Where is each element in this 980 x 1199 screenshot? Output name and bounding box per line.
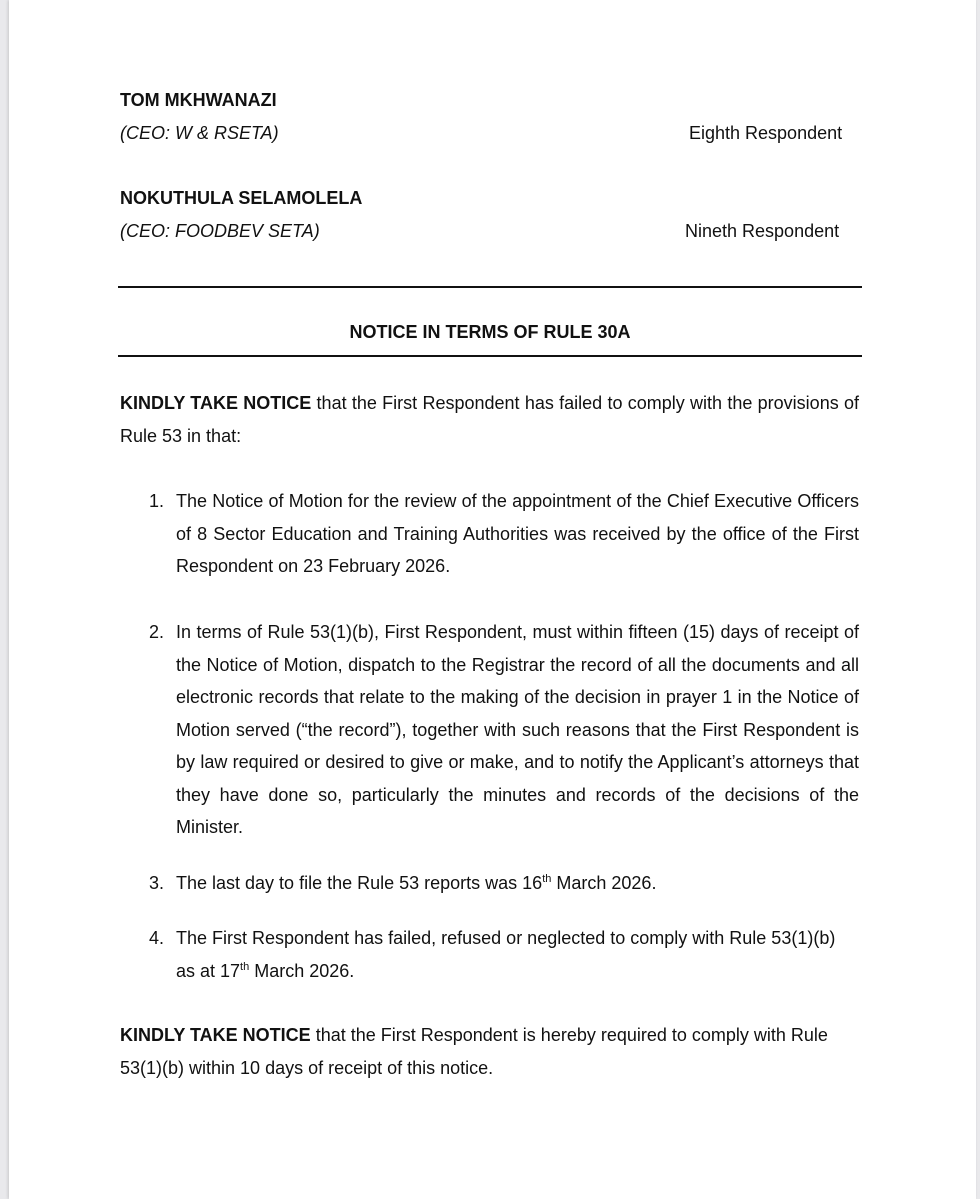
respondent-title: (CEO: W & RSETA)	[120, 123, 279, 143]
respondent-role: Nineth Respondent	[685, 221, 840, 241]
intro-text: that the First Respondent has failed to comply with the provisions of Rule 53 in that:	[120, 393, 860, 446]
item-number: 2.	[149, 622, 165, 642]
ordinal-suffix: th	[542, 873, 552, 885]
item-text: The First Respondent has failed, refused or neglected to comply with Rule 53(1)(b) as at 17	[176, 928, 836, 981]
list-item	[176, 922, 859, 987]
notice-heading: NOTICE IN TERMS OF RULE 30A	[349, 322, 631, 342]
top-divider	[118, 286, 862, 288]
list-item	[176, 867, 859, 900]
list-item: The Notice of Motion for the review of the appointment of the Chief Executive Officers of 8 Sector Education and Training Authorities was received by the office of the First Respondent on 23 February 2026.	[176, 491, 859, 576]
respondent-name: TOM MKHWANAZI	[120, 90, 277, 110]
item-number: 4.	[149, 928, 165, 948]
respondent-role: Eighth Respondent	[689, 123, 843, 143]
ordinal-suffix: th	[240, 960, 250, 973]
item-number: 1.	[149, 491, 165, 511]
list-item: In terms of Rule 53(1)(b), First Respondent, must within fifteen (15) days of receipt of the Notice of Motion, dispatch to the Registrar the record of all the documents and all electronic records that relate to the making of the decision in prayer 1 in the Notice of Motion served (“the record”), together with such reasons that the First Respondent is by law required or desired to give or make, and to notify the Applicant’s attorneys that they have done so, particularly the minutes and records of the decisions of the Minister.	[176, 622, 859, 837]
bottom-divider	[118, 355, 862, 357]
intro-lead: KINDLY TAKE NOTICE	[120, 393, 312, 413]
respondent-title: (CEO: FOODBEV SETA)	[120, 221, 320, 241]
document-page	[9, 0, 976, 1199]
respondent-name: NOKUTHULA SELAMOLELA	[120, 188, 363, 208]
closing-lead: KINDLY TAKE NOTICE	[120, 1025, 311, 1045]
item-number: 3.	[149, 873, 165, 893]
item-text: March 2026.	[249, 960, 355, 981]
closing-text: that the First Respondent is hereby required to comply with Rule 53(1)(b) within 10 days of receipt of this notice.	[120, 1025, 828, 1078]
closing-paragraph	[120, 1019, 859, 1084]
intro-paragraph	[120, 387, 859, 452]
item-text: March 2026.	[551, 873, 657, 893]
item-text: The last day to file the Rule 53 reports was 16	[176, 873, 543, 893]
